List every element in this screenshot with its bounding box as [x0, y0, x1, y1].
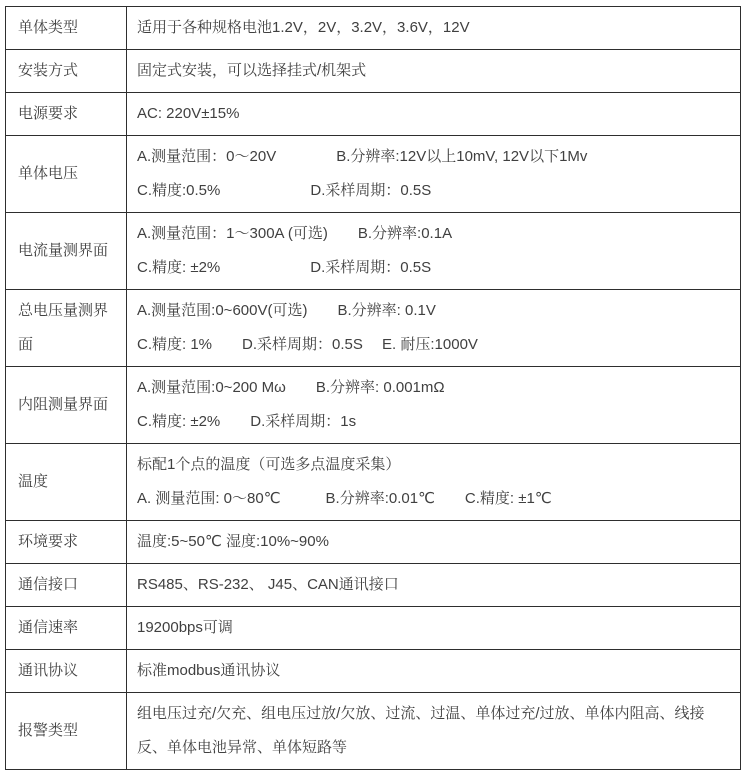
- spec-value-line: C.精度:0.5% D.采样周期：0.5S: [137, 182, 432, 199]
- spec-label: 通讯协议: [6, 650, 127, 693]
- table-row: [6, 444, 741, 521]
- table-row: [6, 290, 741, 367]
- spec-value-line: A.测量范围：1～300A (可选) B.分辨率:0.1A: [137, 225, 453, 242]
- spec-value-line: C.精度: ±2% D.采样周期：1s: [137, 413, 357, 430]
- spec-label: 温度: [6, 444, 127, 521]
- spec-label: 总电压量测界面: [6, 290, 127, 367]
- spec-value-line: 温度:5~50℃ 湿度:10%~90%: [137, 533, 329, 550]
- spec-value: [127, 564, 741, 607]
- spec-table: [5, 6, 741, 770]
- table-row: [6, 7, 741, 50]
- spec-value-line: 标配1个点的温度（可选多点温度采集）: [137, 456, 401, 473]
- spec-value-line: A.测量范围：0～20V B.分辨率:12V以上10mV, 12V以下1Mv: [137, 148, 588, 165]
- spec-value: [127, 650, 741, 693]
- table-row: [6, 213, 741, 290]
- spec-value-line: C.精度: ±2% D.采样周期：0.5S: [137, 259, 432, 276]
- spec-value-line: 固定式安装，可以选择挂式/机架式: [137, 62, 367, 79]
- spec-label: 单体电压: [6, 136, 127, 213]
- spec-value: [127, 607, 741, 650]
- spec-value: [127, 444, 741, 521]
- spec-label: 内阻测量界面: [6, 367, 127, 444]
- spec-value: [127, 136, 741, 213]
- table-row: [6, 136, 741, 213]
- spec-value-line: C.精度: 1% D.采样周期：0.5S E. 耐压:1000V: [137, 336, 478, 353]
- spec-label: 通信接口: [6, 564, 127, 607]
- spec-table-body: [6, 7, 741, 770]
- table-row: [6, 607, 741, 650]
- spec-value-line: 适用于各种规格电池1.2V，2V，3.2V，3.6V，12V: [137, 19, 470, 36]
- spec-value: [127, 7, 741, 50]
- table-row: [6, 650, 741, 693]
- spec-value-line: 19200bps可调: [137, 619, 233, 636]
- spec-value-line: RS485、RS-232、 J45、CAN通讯接口: [137, 576, 399, 593]
- spec-label: 电流量测界面: [6, 213, 127, 290]
- spec-value-line: AC: 220V±15%: [137, 105, 240, 122]
- spec-value: [127, 367, 741, 444]
- spec-value: [127, 213, 741, 290]
- spec-value: [127, 693, 741, 770]
- table-row: [6, 693, 741, 770]
- spec-value-line: A. 测量范围: 0～80℃ B.分辨率:0.01℃ C.精度: ±1℃: [137, 490, 552, 507]
- spec-value-line: A.测量范围:0~200 Mω B.分辨率: 0.001mΩ: [137, 379, 445, 396]
- spec-value: [127, 290, 741, 367]
- spec-value: [127, 93, 741, 136]
- spec-label: 安装方式: [6, 50, 127, 93]
- table-row: [6, 93, 741, 136]
- spec-label: 环境要求: [6, 521, 127, 564]
- spec-label: 通信速率: [6, 607, 127, 650]
- spec-value: [127, 50, 741, 93]
- spec-label: 单体类型: [6, 7, 127, 50]
- table-row: [6, 521, 741, 564]
- spec-value-line: A.测量范围:0~600V(可选) B.分辨率: 0.1V: [137, 302, 436, 319]
- spec-value-line: 标准modbus通讯协议: [137, 662, 281, 679]
- spec-label: 电源要求: [6, 93, 127, 136]
- spec-value-line: 组电压过充/欠充、组电压过放/欠放、过流、过温、单体过充/过放、单体内阻高、线接反、单体电池异常、单体短路等: [137, 705, 705, 756]
- spec-label: 报警类型: [6, 693, 127, 770]
- table-row: [6, 564, 741, 607]
- table-row: [6, 50, 741, 93]
- table-row: [6, 367, 741, 444]
- spec-value: [127, 521, 741, 564]
